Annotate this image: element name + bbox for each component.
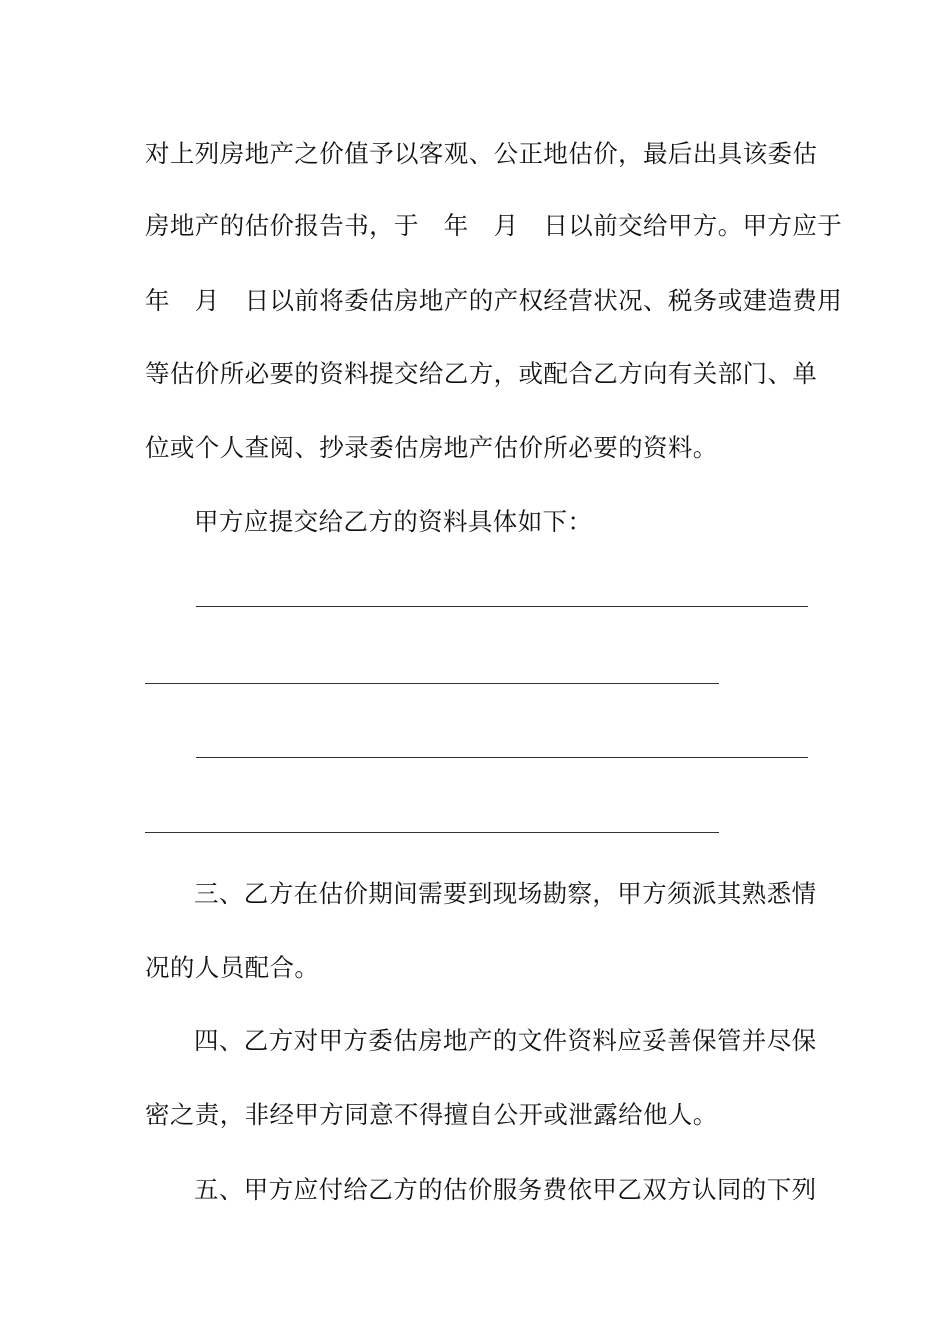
text-line: 位或个人查阅、抄录委估房地产估价所必要的资料。 — [145, 433, 718, 462]
fill-in-line — [196, 757, 808, 758]
fill-in-line — [145, 832, 719, 833]
text-line: 房地产的估价报告书，于 年 月 日以前交给甲方。甲方应于 — [145, 211, 843, 240]
text-line: 对上列房地产之价值予以客观、公正地估价，最后出具该委估 — [145, 139, 818, 168]
fill-in-line — [196, 606, 808, 607]
text-line: 况的人员配合。 — [145, 953, 320, 982]
fill-in-line — [145, 683, 719, 684]
text-line: 年 月 日以前将委估房地产的产权经营状况、税务或建造费用 — [145, 286, 843, 315]
text-line: 密之责，非经甲方同意不得擅自公开或泄露给他人。 — [145, 1100, 718, 1129]
text-line: 五、甲方应付给乙方的估价服务费依甲乙双方认同的下列 — [194, 1175, 817, 1204]
text-line: 等估价所必要的资料提交给乙方，或配合乙方向有关部门、单 — [145, 359, 818, 388]
text-line: 四、乙方对甲方委估房地产的文件资料应妥善保管并尽保 — [194, 1026, 817, 1055]
text-line: 三、乙方在估价期间需要到现场勘察，甲方须派其熟悉情 — [194, 879, 817, 908]
materials-intro: 甲方应提交给乙方的资料具体如下： — [194, 507, 593, 536]
